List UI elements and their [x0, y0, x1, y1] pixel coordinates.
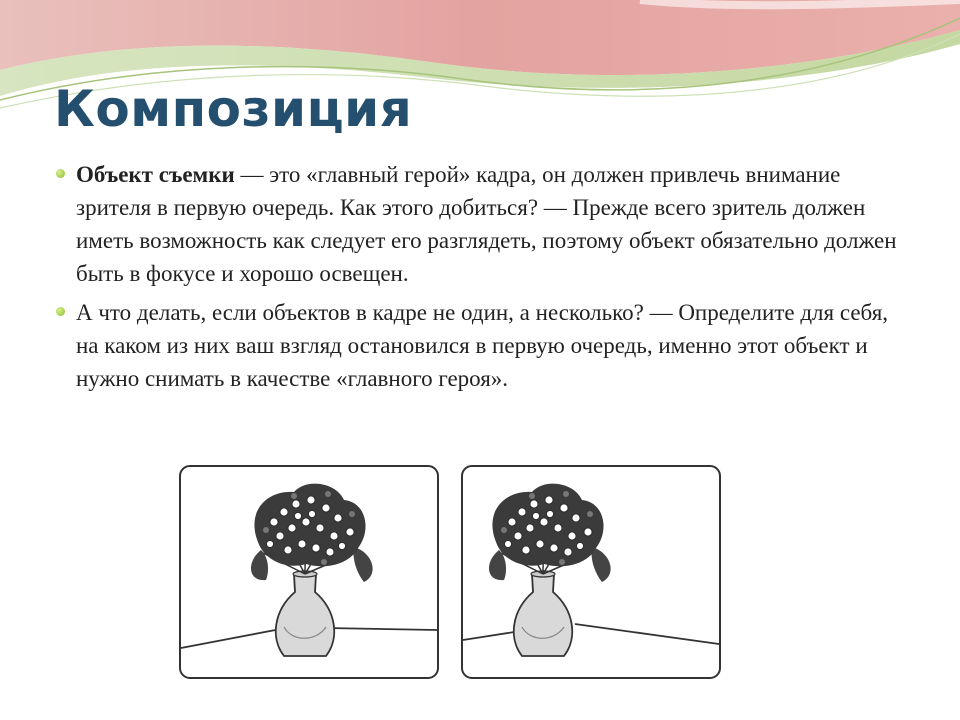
bullet-text: — это «главный герой» кадра, он должен привлечь внимание зрителя в первую очередь. Как этого добиться? — Прежде всего зритель должен иметь возможность как следует его разглядеть, поэтому объект обязательно должен быть в фокусе и хорошо освещен.: [76, 162, 897, 286]
bullet-item-multiple-objects: [56, 296, 916, 395]
bullet-list: [56, 158, 916, 401]
vase-photo-right: [450, 452, 734, 697]
bullet-icon: [56, 307, 65, 316]
vase-photo-left: [166, 452, 450, 697]
bullet-text: А что делать, если объектов в кадре не один, а несколько? — Определите для себя, на каком из них ваш взгляд остановился в первую очередь, именно этот объект и нужно снимать в качестве «главного героя».: [76, 300, 889, 391]
vase-with-flowers-icon: [166, 452, 450, 692]
bullet-item-main-subject: [56, 158, 916, 290]
vase-with-flowers-icon: [450, 452, 734, 692]
slide-title: Композиция: [54, 80, 413, 138]
bullet-bold-term: Объект съемки: [76, 162, 235, 187]
bullet-icon: [56, 169, 65, 178]
